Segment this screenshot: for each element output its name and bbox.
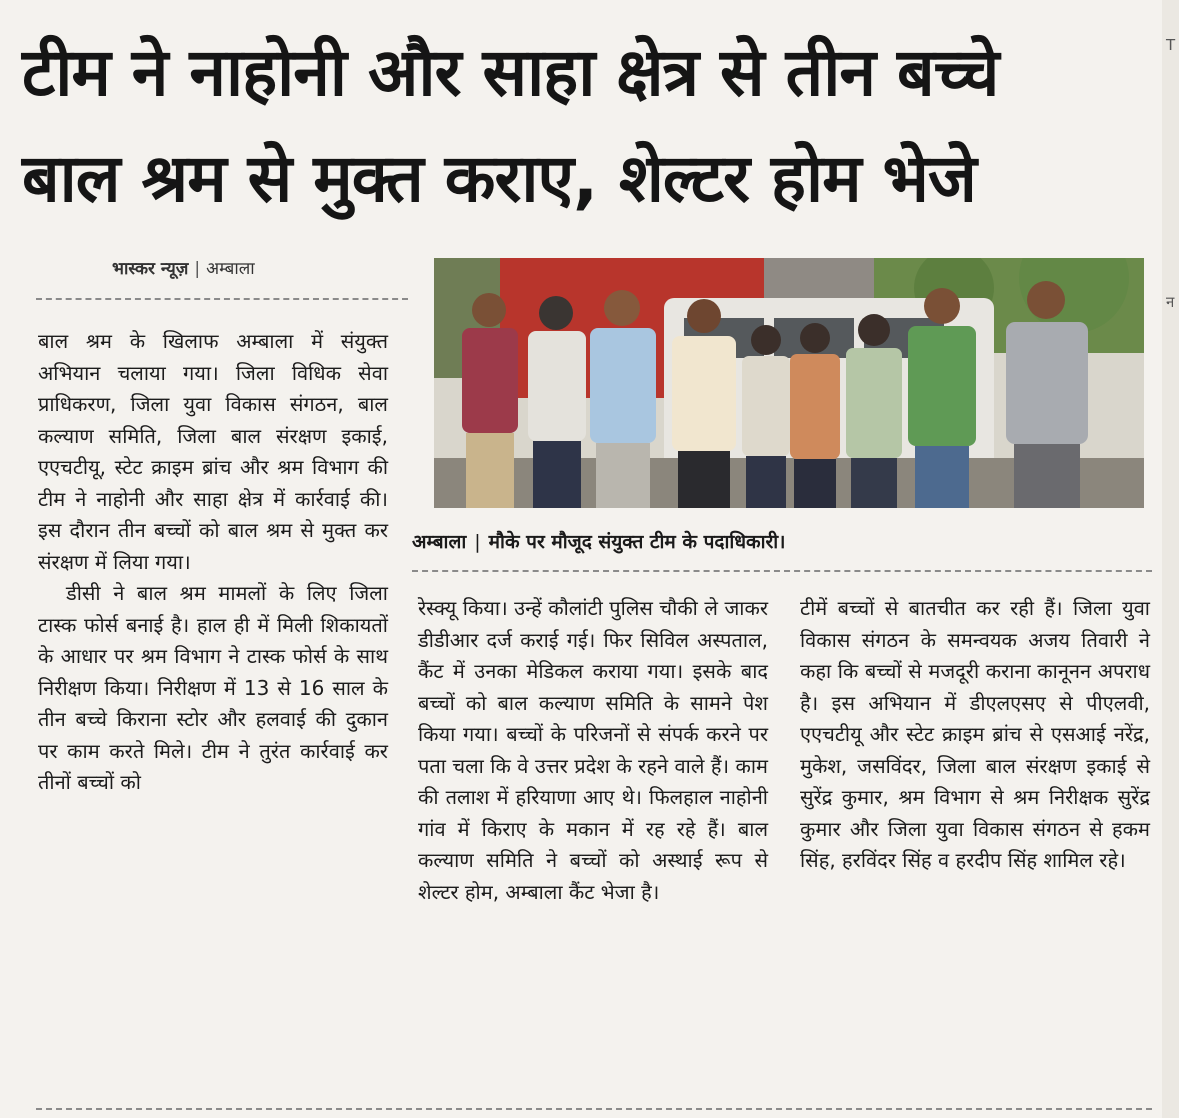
edge-fragment-mid: न xyxy=(1166,293,1175,311)
byline-city: अम्बाला xyxy=(206,259,255,279)
article-column-3 xyxy=(800,593,1150,877)
byline-source: भास्कर न्यूज़ xyxy=(112,259,189,279)
caption-place: अम्बाला xyxy=(412,531,467,553)
edge-fragment-top: T xyxy=(1166,36,1176,54)
caption-text: मौके पर मौजूद संयुक्त टीम के पदाधिकारी। xyxy=(488,531,786,553)
team-photo-illustration xyxy=(434,258,1144,508)
article-column-2 xyxy=(418,593,768,908)
caption-separator: | xyxy=(474,531,481,553)
column1-paragraph-1: बाल श्रम के खिलाफ अम्बाला में संयुक्त अभियान चलाया गया। जिला विधिक सेवा प्राधिकरण, जिला युवा विकास संगठन, बाल कल्याण समिति, जिला बाल संरक्षण इकाई, एएचटीयू, स्टेट क्राइम ब्रांच और श्रम विभाग की टीम ने नाहोनी और साहा क्षेत्र में कार्रवाई की। इस दौरान तीन बच्चों को बाल श्रम से मुक्त कर संरक्षण में लिया गया। xyxy=(38,329,388,574)
adjacent-page-edge xyxy=(1162,0,1179,1118)
byline xyxy=(112,256,255,279)
photo-caption xyxy=(412,528,1142,554)
headline-line-2: बाल श्रम से मुक्त कराए, शेल्टर होम भेजे xyxy=(22,140,976,217)
headline-line-1: टीम ने नाहोनी और साहा क्षेत्र से तीन बच्चे xyxy=(22,34,999,111)
column3-paragraph-1: टीमें बच्चों से बातचीत कर रही हैं। जिला युवा विकास संगठन के समन्वयक अजय तिवारी ने कहा कि बच्चों से मजदूरी कराना कानूनन अपराध है। इस अभियान में डीएलएसए से पीएलवी, एएचटीयू और स्टेट क्राइम ब्रांच से एसआई नरेंद्र, मुकेश, जसविंदर, जिला बाल संरक्षण इकाई से सुरेंद्र कुमार, श्रम विभाग से श्रम निरीक्षक सुरेंद्र कुमार और जिला युवा विकास संगठन से हकम सिंह, हरविंदर सिंह व हरदीप सिंह शामिल रहे। xyxy=(800,596,1150,872)
article-column-1 xyxy=(38,326,388,799)
bottom-rule xyxy=(36,1108,1152,1110)
headline xyxy=(22,20,1152,232)
byline-separator: | xyxy=(194,259,201,279)
byline-rule xyxy=(36,298,408,300)
caption-rule xyxy=(412,570,1152,572)
column2-paragraph-1: रेस्क्यू किया। उन्हें कौलांटी पुलिस चौकी ले जाकर डीडीआर दर्ज कराई गई। फिर सिविल अस्पताल, कैंट में उनका मेडिकल कराया गया। इसके बाद बच्चों को बाल कल्याण समिति के सामने पेश किया गया। बच्चों के परिजनों से संपर्क करने पर पता चला कि वे उत्तर प्रदेश के रहने वाले हैं। काम की तलाश में हरियाणा आए थे। फिलहाल नाहोनी गांव में किराए के मकान में रह रहे हैं। बाल कल्याण समिति ने बच्चों को अस्थाई रूप से शेल्टर होम, अम्बाला कैंट भेजा है। xyxy=(418,596,768,904)
column1-paragraph-2: डीसी ने बाल श्रम मामलों के लिए जिला टास्क फोर्स बनाई है। हाल ही में मिली शिकायतों के आधार पर श्रम विभाग ने टास्क फोर्स के साथ निरीक्षण किया। निरीक्षण में 13 से 16 साल के तीन बच्चे किराना स्टोर और हलवाई की दुकान पर काम करते मिले। टीम ने तुरंत कार्रवाई कर तीनों बच्चों को xyxy=(38,581,388,794)
news-photo xyxy=(434,258,1144,508)
